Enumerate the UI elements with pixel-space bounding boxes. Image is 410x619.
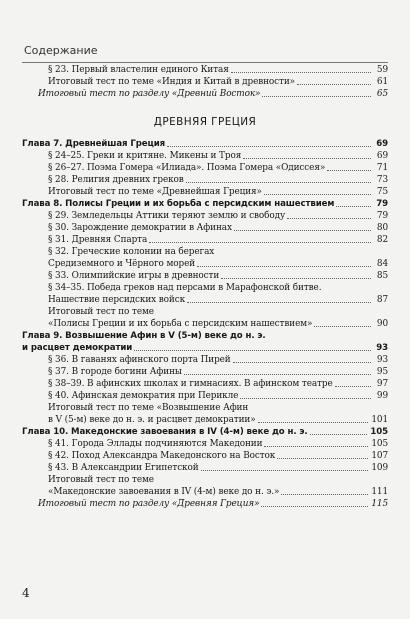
toc-entry bbox=[22, 318, 388, 330]
leader-dots bbox=[221, 278, 371, 279]
toc-entry-text: Итоговый тест по разделу «Древний Восток» bbox=[38, 89, 261, 99]
leader-dots bbox=[264, 446, 368, 447]
toc-entry bbox=[22, 378, 388, 390]
leader-dots bbox=[186, 182, 371, 183]
toc-entry-text: Нашествие персидских войск bbox=[48, 295, 186, 305]
toc-entry bbox=[22, 270, 388, 282]
toc-entry bbox=[22, 414, 388, 426]
toc-final-test bbox=[22, 498, 388, 510]
toc-page-number: 79 bbox=[376, 211, 388, 221]
toc-page-number: 109 bbox=[371, 463, 388, 473]
toc-page-number: 105 bbox=[371, 439, 388, 449]
toc-page-number: 80 bbox=[376, 223, 388, 233]
toc-entry-text: § 37. В городе богини Афины bbox=[48, 367, 182, 377]
leader-dots bbox=[287, 218, 371, 219]
toc-entry-text: § 29. Земледельцы Аттики теряют землю и свободу bbox=[48, 211, 286, 221]
toc-page-number: 65 bbox=[376, 89, 388, 99]
toc-entry bbox=[22, 474, 388, 486]
leader-dots bbox=[327, 170, 371, 171]
leader-dots bbox=[234, 230, 371, 231]
toc-entry-text: «Полисы Греции и их борьба с персидским нашествием» bbox=[48, 319, 313, 329]
toc-entry bbox=[22, 64, 388, 76]
toc-entry bbox=[22, 174, 388, 186]
toc-entry bbox=[22, 354, 388, 366]
toc-entry bbox=[22, 294, 388, 306]
toc-entry-text: § 30. Зарождение демократии в Афинах bbox=[48, 223, 232, 233]
toc-page-number: 61 bbox=[376, 77, 388, 87]
leader-dots bbox=[310, 434, 368, 435]
toc-chapter bbox=[22, 330, 388, 426]
leader-dots bbox=[167, 146, 371, 147]
leader-dots bbox=[184, 374, 371, 375]
toc-entry bbox=[22, 88, 388, 100]
toc-entry-text: § 34–35. Победа греков над персами в Марафонской битве. bbox=[48, 283, 322, 293]
toc-entry bbox=[22, 402, 388, 414]
leader-dots bbox=[297, 84, 371, 85]
toc-entry bbox=[22, 186, 388, 198]
toc-entry bbox=[22, 306, 388, 318]
toc-entry bbox=[22, 76, 388, 88]
table-of-contents bbox=[22, 64, 388, 510]
toc-page-number: 97 bbox=[376, 379, 388, 389]
toc-entry bbox=[22, 150, 388, 162]
leader-dots bbox=[262, 96, 371, 97]
running-header: Содержание bbox=[24, 44, 98, 57]
leader-dots bbox=[134, 350, 371, 351]
toc-chapter bbox=[22, 198, 388, 330]
toc-entry-text: § 26–27. Поэма Гомера «Илиада». Поэма Гомера «Одиссея» bbox=[48, 163, 326, 173]
toc-entry-text: Итоговый тест по теме «Древнейшая Греция» bbox=[48, 187, 262, 197]
toc-entry bbox=[22, 486, 388, 498]
toc-page-number: 82 bbox=[376, 235, 388, 245]
header-rule bbox=[22, 62, 388, 63]
toc-page-number: 87 bbox=[376, 295, 388, 305]
toc-entry bbox=[22, 342, 388, 354]
toc-entry-text: в V (5-м) веке до н. э. и расцвет демократии» bbox=[48, 415, 256, 425]
toc-page-number: 93 bbox=[376, 343, 388, 353]
toc-entry-text: и расцвет демократии bbox=[22, 343, 133, 353]
toc-page-number: 69 bbox=[376, 139, 388, 149]
toc-entry bbox=[22, 450, 388, 462]
toc-chapter bbox=[22, 138, 388, 198]
toc-page-number: 90 bbox=[376, 319, 388, 329]
leader-dots bbox=[149, 242, 371, 243]
leader-dots bbox=[243, 158, 371, 159]
toc-block-ancient-east bbox=[22, 64, 388, 100]
toc-chapter bbox=[22, 426, 388, 498]
leader-dots bbox=[233, 362, 371, 363]
toc-entry-text: Итоговый тест по теме «Возвышение Афин bbox=[48, 403, 249, 413]
toc-entry bbox=[22, 282, 388, 294]
leader-dots bbox=[197, 266, 371, 267]
toc-page-number: 105 bbox=[370, 427, 388, 437]
toc-page-number: 101 bbox=[371, 415, 388, 425]
toc-page-number: 99 bbox=[376, 391, 388, 401]
toc-entry-text: Средиземного и Чёрного морей bbox=[48, 259, 196, 269]
toc-entry bbox=[22, 222, 388, 234]
leader-dots bbox=[336, 206, 371, 207]
toc-page-number: 79 bbox=[376, 199, 388, 209]
leader-dots bbox=[240, 398, 371, 399]
toc-entry-text: § 41. Города Эллады подчиняются Македонии bbox=[48, 439, 263, 449]
toc-entry bbox=[22, 234, 388, 246]
toc-page-number: 73 bbox=[376, 175, 388, 185]
toc-entry-text: Итоговый тест по теме «Индия и Китай в древности» bbox=[48, 77, 296, 87]
toc-entry-text: «Македонские завоевания в IV (4-м) веке до н. э.» bbox=[48, 487, 280, 497]
leader-dots bbox=[335, 386, 371, 387]
leader-dots bbox=[264, 194, 371, 195]
toc-entry-text: Итоговый тест по теме bbox=[48, 307, 154, 317]
toc-entry bbox=[22, 210, 388, 222]
toc-entry bbox=[22, 366, 388, 378]
leader-dots bbox=[231, 72, 371, 73]
leader-dots bbox=[281, 494, 368, 495]
toc-entry-text: § 24–25. Греки и критяне. Микены и Троя bbox=[48, 151, 242, 161]
toc-entry-text: Глава 7. Древнейшая Греция bbox=[22, 139, 166, 149]
chapter-title: Глава 9. Возвышение Афин в V (5-м) веке до н. э. bbox=[22, 331, 266, 341]
section-title: ДРЕВНЯЯ ГРЕЦИЯ bbox=[153, 116, 257, 128]
toc-entry-text: Итоговый тест по теме bbox=[48, 475, 154, 485]
toc-entry-text: § 40. Афинская демократия при Перикле bbox=[48, 391, 239, 401]
toc-entry bbox=[22, 462, 388, 474]
toc-page-number: 75 bbox=[376, 187, 388, 197]
leader-dots bbox=[187, 302, 371, 303]
leader-dots bbox=[201, 470, 369, 471]
toc-entry-text: § 38–39. В афинских школах и гимнасиях. В афинском театре bbox=[48, 379, 333, 389]
toc-entry-text: § 32. Греческие колонии на берегах bbox=[48, 247, 215, 257]
toc-entry-text: § 31. Древняя Спарта bbox=[48, 235, 148, 245]
toc-page-number: 107 bbox=[371, 451, 388, 461]
page-number: 4 bbox=[22, 586, 30, 600]
toc-entry-text: Итоговый тест по разделу «Древняя Греция» bbox=[38, 499, 260, 509]
toc-entry-text: § 28. Религия древних греков bbox=[48, 175, 184, 185]
chapter-heading bbox=[22, 330, 388, 342]
toc-page-number: 95 bbox=[376, 367, 388, 377]
toc-entry-text: § 42. Поход Александра Македонского на Восток bbox=[48, 451, 276, 461]
leader-dots bbox=[277, 458, 368, 459]
toc-entry-text: § 36. В гаванях афинского порта Пирей bbox=[48, 355, 231, 365]
toc-entry-text: § 43. В Александрии Египетской bbox=[48, 463, 199, 473]
toc-entry-text: § 23. Первый властелин единого Китая bbox=[48, 65, 229, 75]
toc-page-number: 71 bbox=[376, 163, 388, 173]
toc-entry bbox=[22, 390, 388, 402]
toc-page-number: 59 bbox=[376, 65, 388, 75]
leader-dots bbox=[258, 422, 369, 423]
toc-page-number: 84 bbox=[376, 259, 388, 269]
chapter-heading bbox=[22, 138, 388, 150]
toc-page-number: 85 bbox=[376, 271, 388, 281]
toc-entry bbox=[22, 162, 388, 174]
toc-entry-text: § 33. Олимпийские игры в древности bbox=[48, 271, 220, 281]
leader-dots bbox=[314, 326, 371, 327]
leader-dots bbox=[261, 506, 368, 507]
chapter-heading bbox=[22, 426, 388, 438]
toc-page-number: 115 bbox=[371, 499, 388, 509]
chapter-heading bbox=[22, 198, 388, 210]
toc-page-number: 111 bbox=[371, 487, 388, 497]
toc-chapters bbox=[22, 138, 388, 498]
toc-entry bbox=[22, 438, 388, 450]
toc-entry-text: Глава 8. Полисы Греции и их борьба с персидским нашествием bbox=[22, 199, 335, 209]
toc-entry bbox=[22, 246, 388, 258]
toc-entry-text: Глава 10. Македонские завоевания в IV (4-м) веке до н. э. bbox=[22, 427, 308, 437]
toc-entry bbox=[22, 258, 388, 270]
toc-page-number: 69 bbox=[376, 151, 388, 161]
toc-page-number: 93 bbox=[376, 355, 388, 365]
